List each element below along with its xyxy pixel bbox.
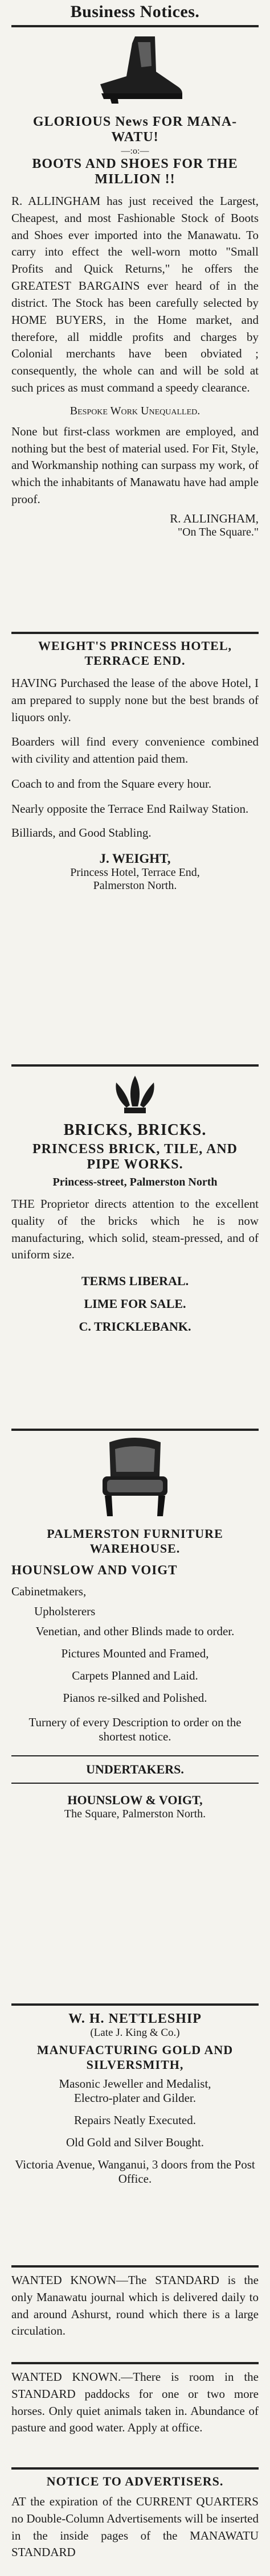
bricks-signature: C. TRICKLEBANK.: [79, 1319, 191, 1334]
chair-illustration: [87, 1437, 183, 1522]
feathers-icon: [104, 1072, 166, 1118]
allingham-headline-1: GLORIOUS News FOR MANA-: [32, 114, 238, 129]
furniture-line-3: Venetian, and other Blinds made to order.: [35, 1624, 235, 1638]
furniture-line-1: Cabinetmakers,: [11, 1585, 87, 1598]
nettleship-line-6: Old Gold and Silver Bought.: [66, 2135, 204, 2149]
feathers-emblem: [104, 1072, 166, 1118]
nettleship-line-4: Electro-plater and Gilder.: [74, 2091, 196, 2105]
weight-body: HAVING Purchased the lease of the above Hotel, I am prepared to supply none but the best brands of liquors only.: [11, 676, 259, 724]
nettleship-line-1: MANUFACTURING GOLD AND: [36, 2043, 234, 2057]
furniture-line-2: Upholsterers: [34, 1604, 96, 1618]
furniture-title-2: WAREHOUSE.: [89, 1541, 181, 1556]
boot-icon: [81, 32, 189, 109]
allingham-body-2: None but first-class workmen are employed, and nothing but the best of material used. For Fit, Style, and Workmanship nothing can surpass my work, of which the inhabitants of Manawatu have had ample proof.: [11, 424, 259, 506]
wanted2-body: WANTED KNOWN.—There is room in the STANDARD paddocks for one or two more horses. Only quiet animals taken in. Abundance of pasture and good water. Apply at office.: [11, 2370, 259, 2435]
boot-illustration: [81, 32, 189, 109]
notice-body: AT the expiration of the CURRENT QUARTERS no Double-Column Advertisements will be inserted in the inside pages of the MANAWATU STANDARD: [11, 2495, 259, 2559]
weight-p4: Nearly opposite the Terrace End Railway Station.: [11, 801, 249, 816]
separator: —:o:—: [121, 146, 149, 156]
weight-p2: Boarders will find every convenience combined with civility and attention paid them.: [11, 735, 259, 766]
weight-p3: Coach to and from the Square every hour.: [11, 777, 212, 791]
allingham-headline-3: BOOTS AND SHOES FOR THE: [32, 157, 238, 171]
notice-advert: [11, 2467, 259, 2561]
furniture-line-5: Carpets Planned and Laid.: [72, 1669, 198, 1682]
bricks-advert: [11, 1064, 259, 1334]
armchair-icon: [87, 1437, 183, 1522]
weight-sig-3: Palmerston North.: [93, 879, 177, 892]
allingham-signature: R. ALLINGHAM,: [170, 511, 259, 525]
furniture-title-1: PALMERSTON FURNITURE: [47, 1526, 223, 1541]
wanted1-body: WANTED KNOWN—The STANDARD is the only Manawatu journal which is delivered daily to and around Ashurst, round which there is a large circulation.: [11, 2273, 259, 2338]
bricks-title: BRICKS, BRICKS.: [63, 1121, 207, 1139]
wanted-known-advert-1: [11, 2265, 259, 2340]
allingham-advert: [11, 32, 259, 539]
allingham-headline-4: MILLION !!: [95, 172, 175, 187]
bricks-terms: TERMS LIBERAL.: [81, 1274, 189, 1289]
allingham-headline-2: WATU!: [111, 130, 159, 145]
nettleship-title: W. H. NETTLESHIP: [68, 2011, 202, 2026]
header-rule: [11, 25, 259, 27]
section-header: Business Notices.: [70, 2, 200, 21]
bricks-address: Princess-street, Palmerston North: [52, 1176, 218, 1188]
bricks-body: THE Proprietor directs attention to the excellent quality of the bricks which he is now manufacturing, which solid, steam-pressed, and of uniform size.: [11, 1197, 259, 1262]
allingham-body: R. ALLINGHAM has just received the Largest, Cheapest, and most Fashionable Stock of Boots and Shoes ever imported into the Manawatu. To carry into effect the well-worn motto "Small Profits and Quick Returns," he offers the GREATEST BARGAINS ever heard of in the district. The Stock has been carefully selected by HOME BUYERS, in the Home market, and therefore, all middle profits and charges by Colonial merchants have been obviated ; consequently, the whole can and will be sold at such prices as must command a speedy clearance.: [11, 194, 259, 394]
bespoke-heading: Bespoke Work Unequalled.: [69, 404, 201, 417]
furniture-sig-1: HOUNSLOW & VOIGT,: [67, 1793, 203, 1807]
furniture-line-6: Pianos re-silked and Polished.: [63, 1691, 207, 1705]
furniture-names: HOUNSLOW AND VOIGT: [11, 1563, 178, 1577]
nettleship-line-7: Victoria Avenue, Wanganui, 3 doors from the Post Office.: [15, 2158, 255, 2186]
weight-p5: Billiards, and Good Stabling.: [11, 825, 152, 840]
nettleship-line-5: Repairs Neatly Executed.: [74, 2113, 196, 2127]
furniture-advert: [11, 1429, 259, 1821]
nettleship-sub: (Late J. King & Co.): [90, 2027, 180, 2039]
notice-title: NOTICE TO ADVERTISERS.: [46, 2474, 224, 2488]
nettleship-advert: [11, 2003, 259, 2186]
bricks-lime: LIME FOR SALE.: [84, 1297, 186, 1311]
weight-hotel-advert: [11, 632, 259, 892]
weight-title-2: TERRACE END.: [84, 653, 186, 668]
allingham-signature-2: "On The Square.": [177, 525, 259, 538]
weight-title-1: WEIGHT'S PRINCESS HOTEL,: [38, 639, 232, 653]
nettleship-line-3: Masonic Jeweller and Medalist,: [59, 2077, 211, 2091]
nettleship-line-2: SILVERSMITH,: [86, 2057, 184, 2072]
furniture-sig-2: The Square, Palmerston North.: [64, 1808, 206, 1820]
wanted-known-advert-2: [11, 2362, 259, 2437]
bricks-sub-2: PIPE WORKS.: [87, 1157, 183, 1172]
weight-sig-1: J. WEIGHT,: [99, 851, 171, 866]
furniture-line-7: Turnery of every Description to order on the shortest notice.: [28, 1715, 242, 1743]
furniture-line-4: Pictures Mounted and Framed,: [61, 1647, 209, 1660]
weight-sig-2: Princess Hotel, Terrace End,: [70, 866, 200, 879]
undertakers-heading: UNDERTAKERS.: [11, 1755, 259, 1784]
bricks-sub-1: PRINCESS BRICK, TILE, AND: [32, 1142, 238, 1157]
